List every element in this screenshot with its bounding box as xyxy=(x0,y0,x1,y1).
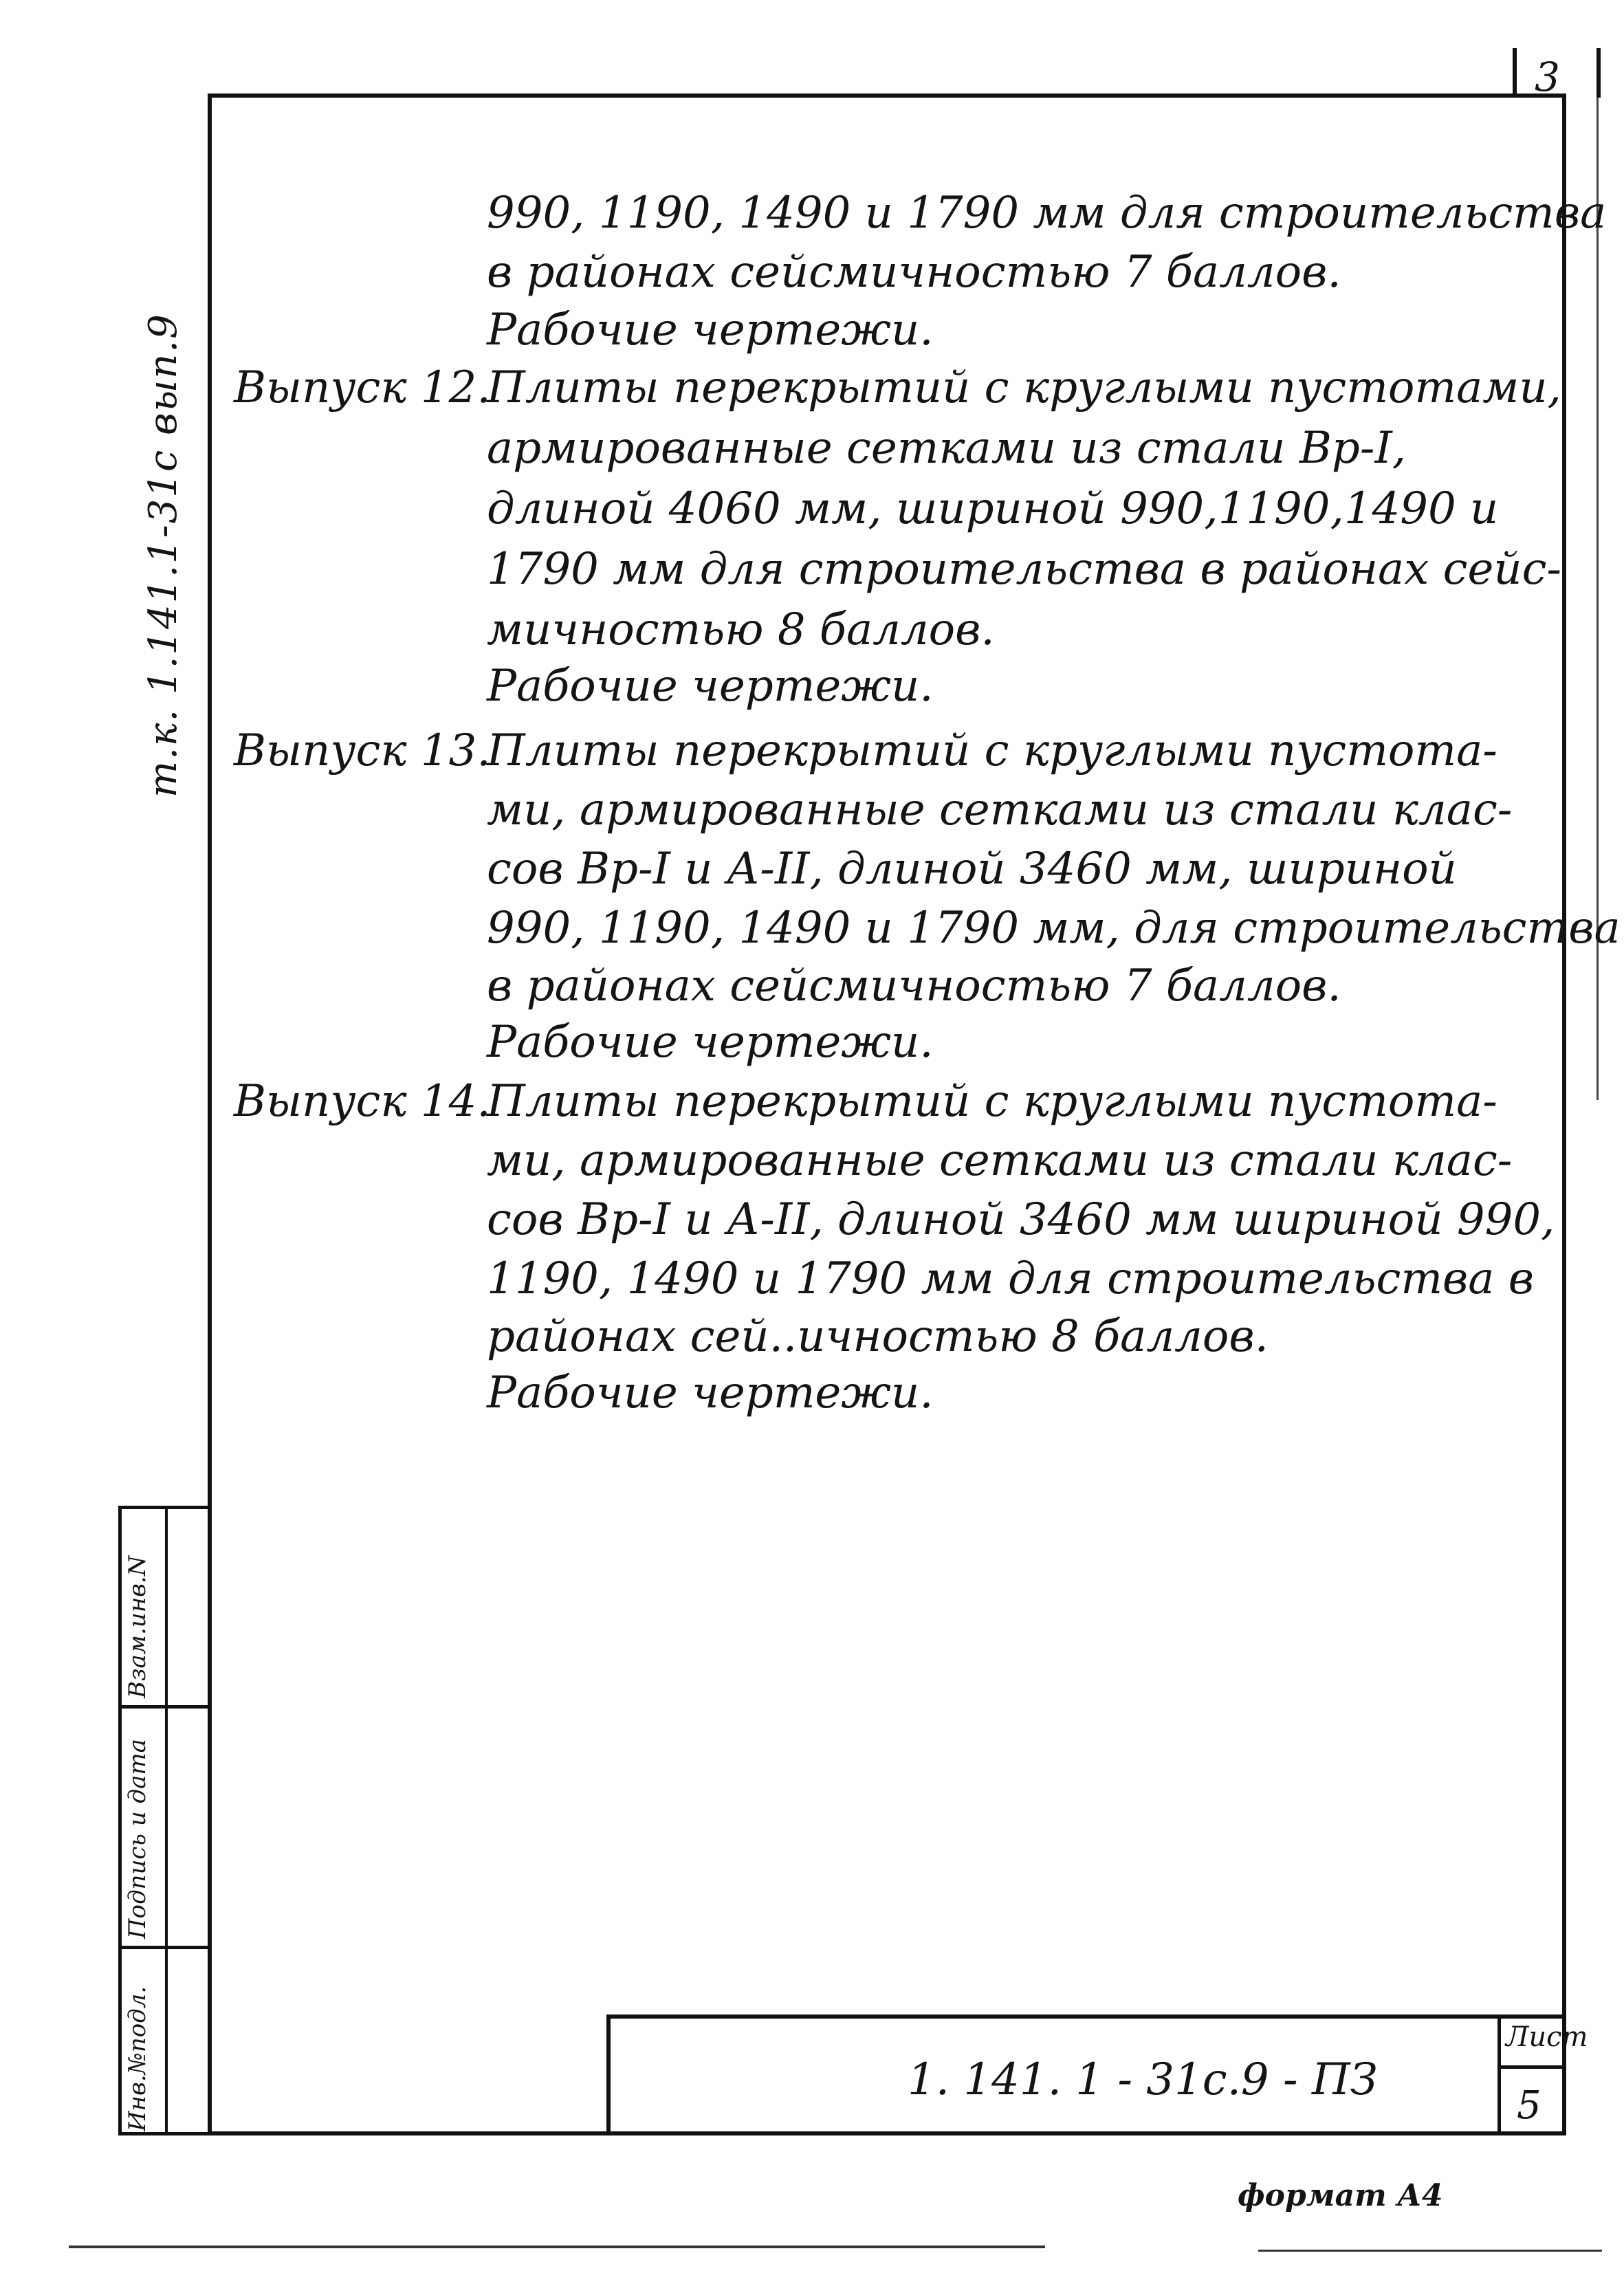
issue-line: Плиты перекрытий с круглыми пустотами, xyxy=(487,362,1561,413)
issue-line: Рабочие чертежи. xyxy=(487,1368,934,1418)
bottom-rule xyxy=(1258,2250,1602,2252)
bottom-rule xyxy=(69,2245,1045,2248)
title-block-divider xyxy=(1497,2065,1566,2069)
issue-line: 990, 1190, 1490 и 1790 мм, для строительства xyxy=(487,903,1621,954)
series-vertical-label: т.к. 1.141.1-31с вып.9 xyxy=(141,313,186,798)
stamp-signature-date: Подпись и дата xyxy=(124,1739,151,1939)
stamp-divider xyxy=(118,1705,212,1709)
document-code: 1. 141. 1 - 31с.9 - ПЗ xyxy=(908,2054,1378,2105)
sheet-label: Лист xyxy=(1506,2021,1588,2053)
issue-line: ми, армированные сетками из стали клас- xyxy=(487,1135,1513,1186)
stamp-divider xyxy=(165,1506,168,2135)
issue-line: сов Вр-I и А-II, длиной 3460 мм, шириной xyxy=(487,844,1457,894)
issue-line: 1190, 1490 и 1790 мм для строительства в xyxy=(487,1253,1534,1304)
issue-line: длиной 4060 мм, шириной 990,1190,1490 и xyxy=(487,483,1499,534)
intro-line: 990, 1190, 1490 и 1790 мм для строительства xyxy=(487,188,1607,239)
issue-line: Рабочие чертежи. xyxy=(487,661,934,712)
stamp-divider xyxy=(118,1946,212,1949)
stamp-replaces-inv: Взам.инв.N xyxy=(124,1555,151,1698)
intro-line: в районах сейсмичностью 7 баллов. xyxy=(487,247,1341,298)
issue-line: ми, армированные сетками из стали клас- xyxy=(487,784,1513,835)
issue-label: Выпуск 13. xyxy=(234,725,491,776)
issue-line: Плиты перекрытий с круглыми пустота- xyxy=(487,725,1497,776)
stamp-inv-original: Инв.№подл. xyxy=(124,1986,151,2131)
issue-label: Выпуск 14. xyxy=(234,1076,491,1127)
format-label: формат А4 xyxy=(1238,2178,1443,2213)
issue-line: сов Вр-I и А-II, длиной 3460 мм шириной 990, xyxy=(487,1194,1555,1245)
issue-line: Рабочие чертежи. xyxy=(487,1017,934,1068)
issue-line: Плиты перекрытий с круглыми пустота- xyxy=(487,1076,1497,1127)
issue-line: в районах сейсмичностью 7 баллов. xyxy=(487,960,1341,1011)
issue-line: армированные сетками из стали Вр-I, xyxy=(487,423,1407,474)
issue-label: Выпуск 12. xyxy=(234,362,491,413)
issue-line: районах сей..ичностью 8 баллов. xyxy=(487,1311,1269,1362)
issue-line: 1790 мм для строительства в районах сейс- xyxy=(487,544,1562,595)
corner-sheet-number: 3 xyxy=(1535,54,1560,100)
sheet-number: 5 xyxy=(1517,2083,1541,2128)
title-block-divider xyxy=(1497,2014,1501,2135)
issue-line: мичностью 8 баллов. xyxy=(487,604,995,655)
intro-line: Рабочие чертежи. xyxy=(487,305,934,355)
